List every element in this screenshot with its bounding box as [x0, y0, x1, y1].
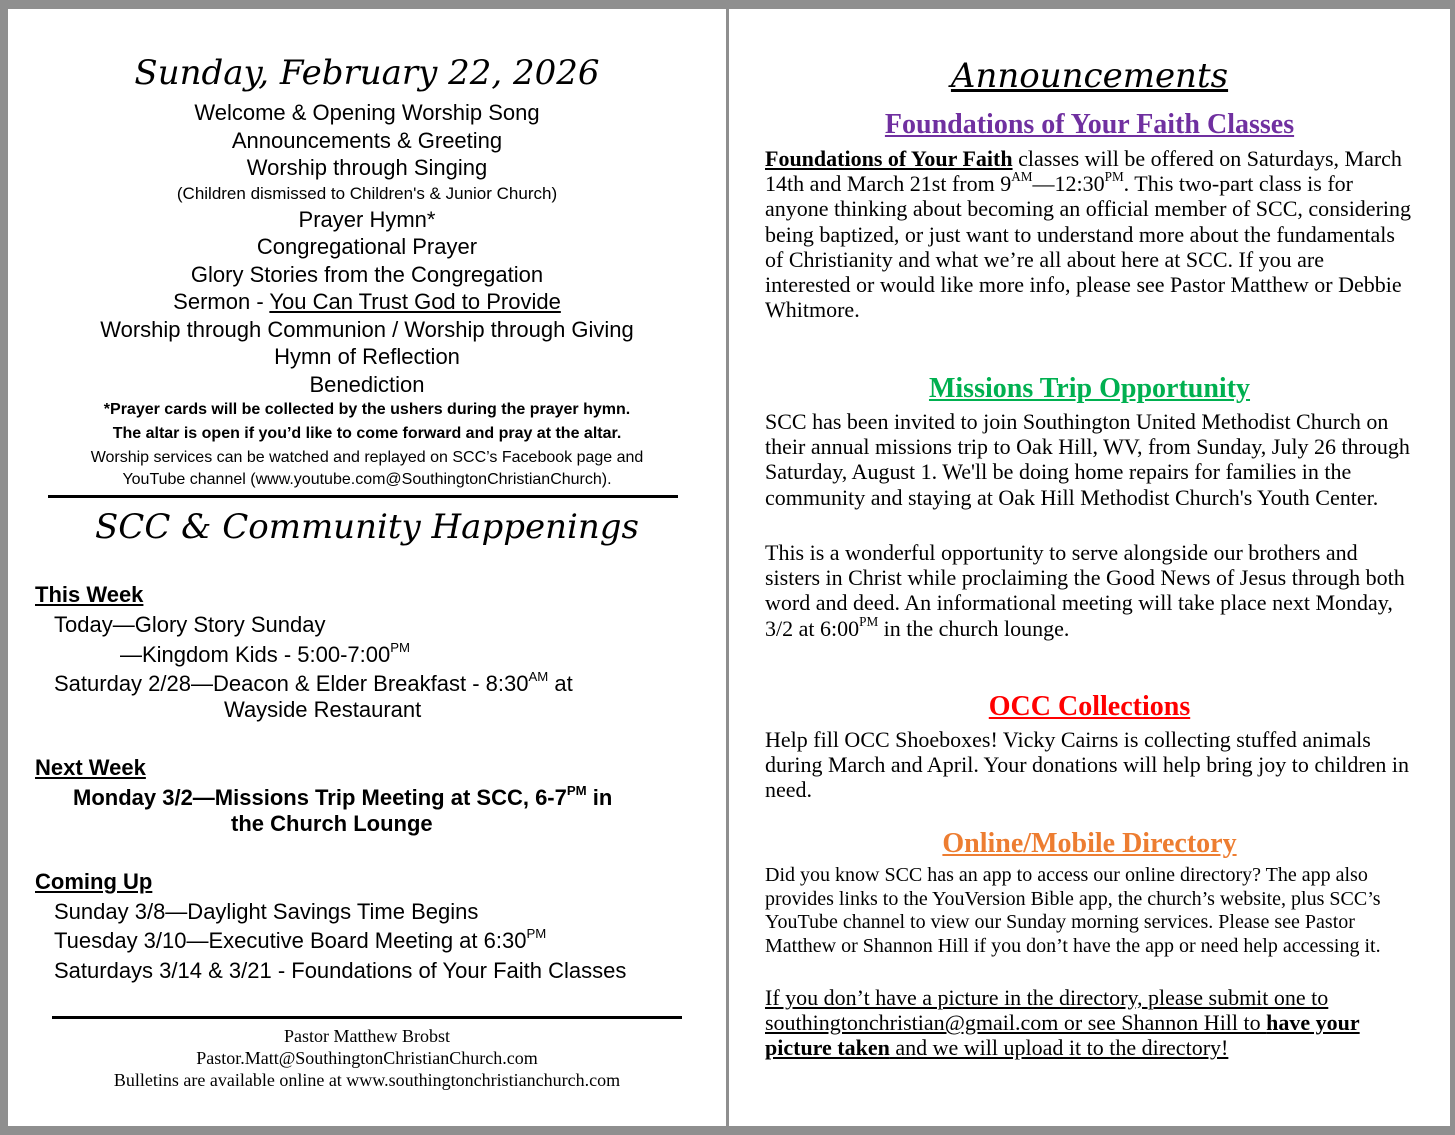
coming-up-line	[54, 928, 546, 954]
divider	[48, 495, 678, 498]
missions-body: This is a wonderful opportunity to serve alongside our brothers and sisters in Christ while proclaiming the Good News of Jesus through both word and deed. An informational meeting will take place next Monday, 3/2 at 6:00	[765, 540, 1405, 641]
order-glory-stories: Glory Stories from the Congregation	[190, 261, 544, 287]
right-page	[729, 9, 1450, 1126]
foundations-body: —12:30	[1032, 171, 1105, 197]
missions-text-1: SCC has been invited to join Southington United Methodist Church on their annual missions trip to Oak Hill, WV, from Sunday, July 26 through Saturday, August 1. We'll be doing home repairs for families in the community and staying at Oak Hill Methodist Church's Youth Center.	[765, 409, 1410, 510]
order-communion: Worship through Communion / Worship through Giving	[100, 316, 634, 342]
directory-heading: Online/Mobile Directory	[942, 828, 1237, 859]
order-prayer-hymn: Prayer Hymn*	[298, 206, 436, 232]
this-week-line	[54, 671, 573, 697]
time-suffix: PM	[526, 926, 547, 942]
watch-note-1: Worship services can be watched and replayed on SCC’s Facebook page and	[90, 449, 644, 466]
directory-body: If you don’t have a picture in the directory, please submit one to southingtonchristian@gmail.com or see Shannon Hill to	[765, 985, 1329, 1036]
coming-up-heading: Coming Up	[35, 869, 153, 894]
this-week-text: at	[548, 671, 573, 696]
coming-up-line: Sunday 3/8—Daylight Savings Time Begins	[54, 899, 479, 924]
announcements-title: Announcements	[950, 56, 1229, 96]
time-suffix: PM	[859, 613, 879, 629]
next-week-text: Monday 3/2—Missions Trip Meeting at SCC, 6-7	[73, 785, 567, 810]
order-welcome: Welcome & Opening Worship Song	[194, 100, 540, 125]
next-week-heading: Next Week	[35, 755, 146, 780]
time-suffix: PM	[390, 640, 411, 656]
order-announcements: Announcements & Greeting	[231, 127, 503, 153]
order-benediction: Benediction	[309, 371, 425, 397]
foundations-body: classes will be offered on Saturdays, March 14th and March 21st from 9	[765, 146, 1402, 197]
time-suffix: PM	[1104, 169, 1124, 185]
missions-heading: Missions Trip Opportunity	[928, 373, 1251, 404]
directory-text-1: Did you know SCC has an app to access our online directory? The app also provides links to the YouVersion Bible app, the church’s website, plus SCC’s YouTube channel to view our Sunday morning services. Please see Pastor Matthew or Shannon Hill if you don’t have the app or need help accessing it.	[765, 864, 1381, 958]
foundations-lead: Foundations of Your Faith	[765, 146, 1013, 171]
order-singing: Worship through Singing	[246, 155, 488, 180]
directory-text-2	[765, 985, 1415, 1061]
missions-body: in the church lounge.	[878, 615, 1070, 641]
time-suffix: AM	[1011, 169, 1033, 185]
occ-text: Help fill OCC Shoeboxes! Vicky Cairns is collecting stuffed animals during March and April. Your donations will help bring joy to children in need.	[765, 727, 1410, 803]
prayer-card-note: *Prayer cards will be collected by the ushers during the prayer hymn.	[103, 401, 631, 418]
order-congregational-prayer: Congregational Prayer	[256, 234, 478, 259]
foundations-body: . This two-part class is for anyone thinking about becoming an official member of SCC, considering being baptized, or just want to understand more about the fundamentals of Christianity and what we’re all about here at SCC. If you are interested or would like more info, please see Pastor Matthew or Debbie Whitmore.	[765, 171, 1412, 323]
altar-note: The altar is open if you’d like to come forward and pray at the altar.	[112, 425, 622, 442]
this-week-text: Saturday 2/28—Deacon & Elder Breakfast - 8:30	[54, 671, 529, 696]
coming-up-line: Saturdays 3/14 & 3/21 - Foundations of Your Faith Classes	[54, 958, 627, 983]
this-week-heading: This Week	[35, 582, 144, 607]
sermon-label: Sermon -	[173, 289, 270, 314]
this-week-line: Wayside Restaurant	[224, 697, 422, 722]
order-reflection: Hymn of Reflection	[274, 344, 460, 369]
next-week-line	[73, 785, 612, 811]
order-sermon	[8, 288, 726, 316]
left-page	[8, 9, 726, 1126]
this-week-line: Today—Glory Story Sunday	[54, 612, 326, 637]
time-suffix: PM	[566, 783, 587, 799]
service-date: Sunday, February 22, 2026	[134, 53, 600, 93]
happenings-title: SCC & Community Happenings	[95, 507, 639, 547]
next-week-line: the Church Lounge	[231, 811, 433, 836]
order-children-note: (Children dismissed to Children's & Junior Church)	[176, 183, 558, 203]
divider	[52, 1016, 682, 1019]
pastor-name: Pastor Matthew Brobst	[284, 1026, 450, 1046]
sermon-title: You Can Trust God to Provide	[269, 289, 561, 314]
coming-up-text: Tuesday 3/10—Executive Board Meeting at 6:30	[54, 928, 527, 953]
watch-note-2: YouTube channel (www.youtube.com@SouthingtonChristianChurch).	[122, 471, 612, 488]
time-suffix: AM	[528, 669, 549, 685]
bulletins-note: Bulletins are available online at www.southingtonchristianchurch.com	[113, 1070, 621, 1090]
foundations-text	[765, 146, 1415, 322]
missions-text-2	[765, 540, 1415, 641]
order-of-worship	[8, 99, 726, 490]
foundations-heading: Foundations of Your Faith Classes	[884, 109, 1295, 140]
this-week-text: —Kingdom Kids - 5:00-7:00	[120, 642, 391, 667]
footer	[8, 1025, 726, 1091]
directory-body: and we will upload it to the directory!	[889, 1035, 1229, 1061]
next-week-text: in	[586, 785, 613, 810]
directory-bold: have your picture taken	[765, 1010, 1360, 1061]
this-week-line	[120, 642, 410, 668]
occ-heading: OCC Collections	[988, 691, 1191, 722]
pastor-email: Pastor.Matt@SouthingtonChristianChurch.com	[196, 1048, 538, 1068]
